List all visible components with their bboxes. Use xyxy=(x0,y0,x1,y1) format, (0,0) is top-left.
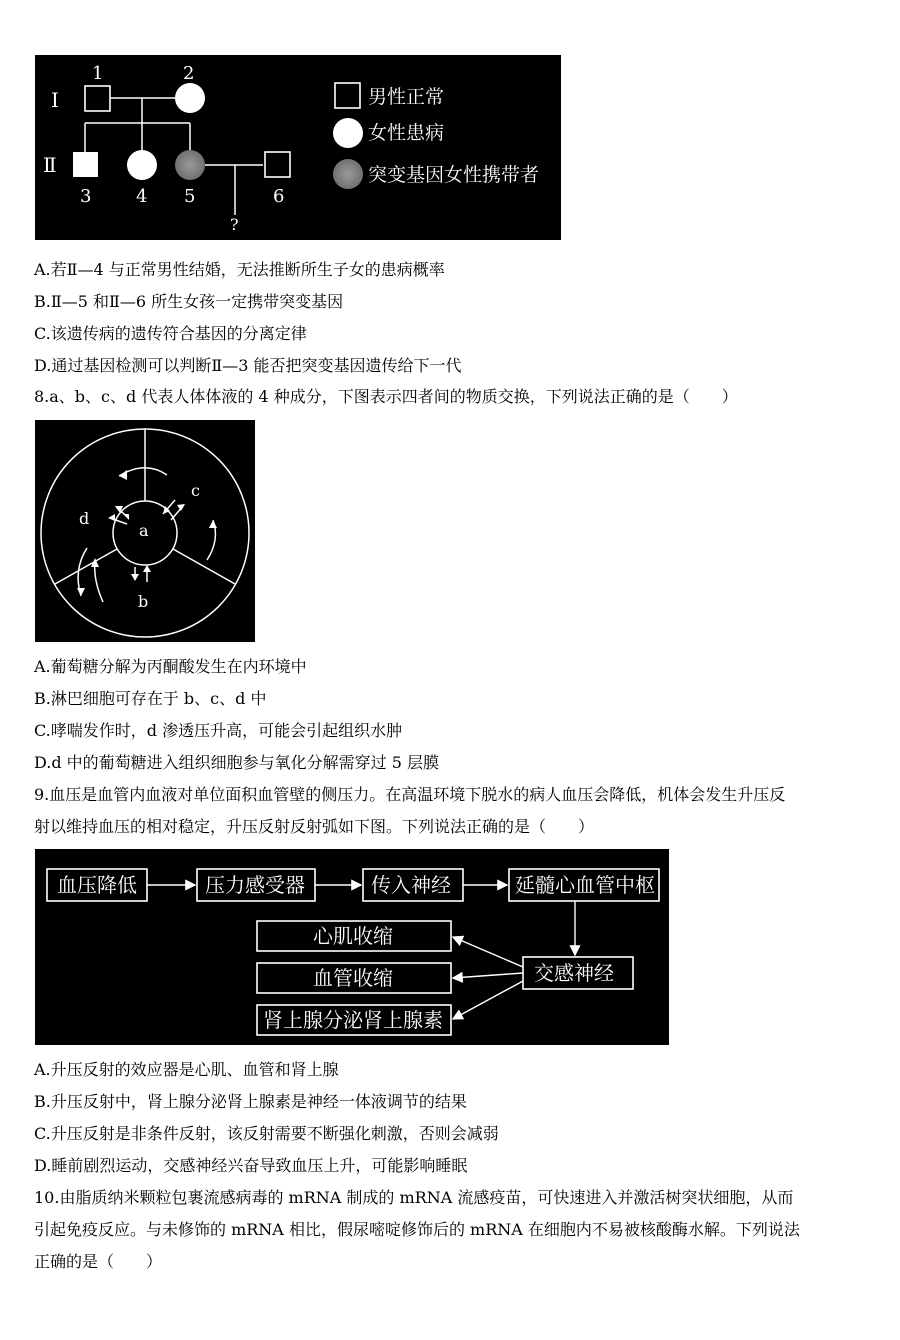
individual-3-label: 3 xyxy=(80,186,92,207)
fluid-label-d: d xyxy=(79,509,90,528)
q8-stem: 8.a、b、c、d 代表人体体液的 4 种成分，下图表示四者间的物质交换，下列说法正确的是（ ） xyxy=(34,387,738,406)
pressor-reflex-diagram xyxy=(35,849,669,1045)
individual-3-affected-male xyxy=(73,152,98,177)
individual-6-label: 6 xyxy=(273,186,285,207)
individual-2-label: 2 xyxy=(183,63,195,84)
q8-option-b: B.淋巴细胞可存在于 b、c、d 中 xyxy=(34,689,267,708)
pedigree-figure xyxy=(35,55,561,240)
body-fluid-diagram xyxy=(35,420,255,642)
individual-4-label: 4 xyxy=(136,186,148,207)
individual-5-carrier-female xyxy=(175,150,205,180)
box-adrenal-secretion-label: 肾上腺分泌肾上腺素 xyxy=(263,1008,443,1032)
q10-stem-line2: 引起免疫反应。与未修饰的 mRNA 相比，假尿嘧啶修饰后的 mRNA 在细胞内不易被核酸酶水解。下列说法 xyxy=(34,1220,800,1239)
q9-option-a: A.升压反射的效应器是心肌、血管和肾上腺 xyxy=(34,1060,339,1079)
box-pressure-receptor-label: 压力感受器 xyxy=(205,873,305,897)
legend-normal-male-label: 男性正常 xyxy=(368,86,445,108)
q8-option-c: C.哮喘发作时，d 渗透压升高，可能会引起组织水肿 xyxy=(34,721,403,740)
individual-6-normal-male xyxy=(265,152,290,177)
q10-stem-line3: 正确的是（ ） xyxy=(34,1252,163,1271)
q7-option-d: D.通过基因检测可以判断Ⅱ—3 能否把突变基因遗传给下一代 xyxy=(34,356,462,375)
q9-option-d: D.睡前剧烈运动，交感神经兴奋导致血压上升，可能影响睡眠 xyxy=(34,1156,468,1175)
individual-1-label: 1 xyxy=(92,63,104,84)
individual-2-affected-female xyxy=(175,83,205,113)
unknown-offspring-label: ? xyxy=(230,215,239,234)
individual-1-normal-male xyxy=(85,86,110,111)
individual-5-label: 5 xyxy=(184,186,196,207)
q10-stem-line1: 10.由脂质纳米颗粒包裹流感病毒的 mRNA 制成的 mRNA 流感疫苗，可快速进入并激活树突状细胞，从而 xyxy=(34,1188,794,1207)
fluid-label-b: b xyxy=(138,592,149,611)
box-vessel-contract-label: 血管收缩 xyxy=(313,966,393,990)
q7-option-a: A.若Ⅱ—4 与正常男性结婚，无法推断所生子女的患病概率 xyxy=(34,260,445,279)
q7-option-b: B.Ⅱ—5 和Ⅱ—6 所生女孩一定携带突变基因 xyxy=(34,292,344,311)
box-heart-contract-label: 心肌收缩 xyxy=(313,924,393,948)
q9-stem-line1: 9.血压是血管内血液对单位面积血管壁的侧压力。在高温环境下脱水的病人血压会降低，机体会发生升压反 xyxy=(34,785,786,804)
fluid-label-a: a xyxy=(139,521,149,540)
box-bp-drop-label: 血压降低 xyxy=(57,873,137,897)
generation-I-label: I xyxy=(51,88,59,112)
legend-normal-male-symbol xyxy=(335,83,360,108)
q8-option-d: D.d 中的葡萄糖进入组织细胞参与氧化分解需穿过 5 层膜 xyxy=(34,753,440,772)
individual-4-affected-female xyxy=(127,150,157,180)
legend-affected-female-label: 女性患病 xyxy=(368,122,445,144)
legend-affected-female-symbol xyxy=(333,118,363,148)
q8-option-a: A.葡萄糖分解为丙酮酸发生在内环境中 xyxy=(34,657,307,676)
box-medulla-center-label: 延髓心血管中枢 xyxy=(515,873,655,897)
q9-stem-line2: 射以维持血压的相对稳定，升压反射反射弧如下图。下列说法正确的是（ ） xyxy=(34,817,595,836)
legend-carrier-female-label: 突变基因女性携带者 xyxy=(368,164,540,186)
q7-option-c: C.该遗传病的遗传符合基因的分离定律 xyxy=(34,324,307,343)
box-afferent-nerve-label: 传入神经 xyxy=(371,873,451,897)
legend-carrier-female-symbol xyxy=(333,159,363,189)
generation-II-label: Ⅱ xyxy=(43,153,57,177)
q9-option-c: C.升压反射是非条件反射，该反射需要不断强化刺激，否则会减弱 xyxy=(34,1124,499,1143)
q9-option-b: B.升压反射中，肾上腺分泌肾上腺素是神经一体液调节的结果 xyxy=(34,1092,467,1111)
box-sympathetic-nerve-label: 交感神经 xyxy=(534,961,614,985)
fluid-label-c: c xyxy=(191,481,200,500)
